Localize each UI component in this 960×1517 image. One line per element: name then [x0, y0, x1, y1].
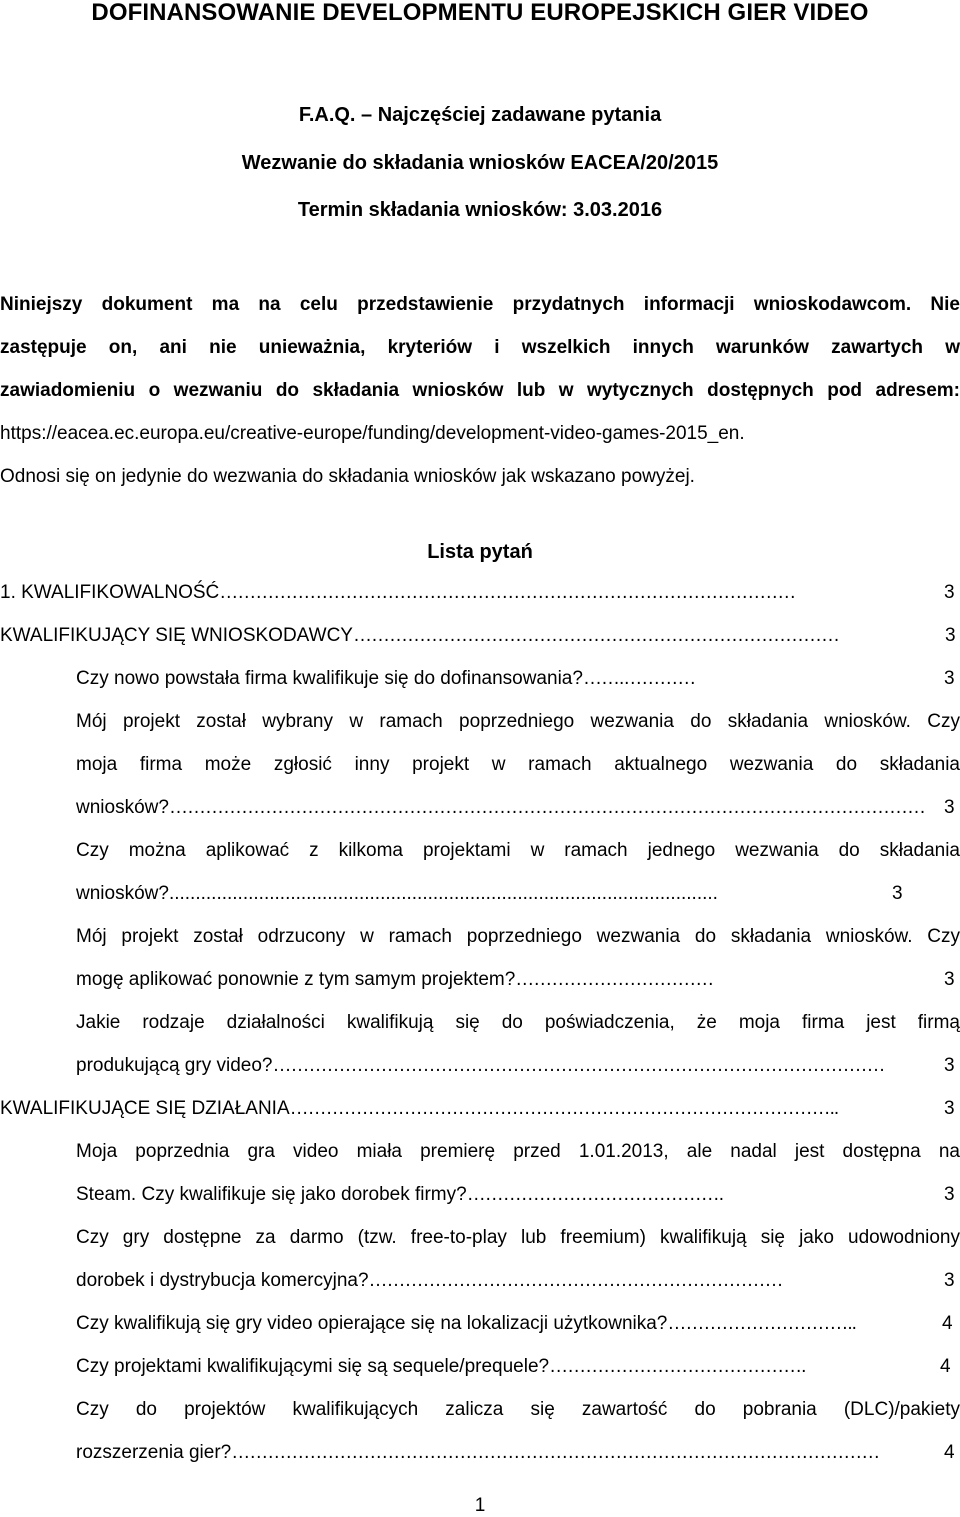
toc-entry-text: Mój projekt został odrzucony w ramach poprzedniego wezwania do składania wniosków. Czy	[76, 926, 960, 947]
toc-entry-activity-types-line1[interactable]	[0, 1001, 960, 1044]
toc-page-number: 3	[892, 883, 903, 904]
toc-entry-activity-types-line2[interactable]	[0, 1044, 960, 1087]
toc-entry-text: KWALIFIKUJĄCE SIĘ DZIAŁANIA………………………………………………………………………………..	[0, 1098, 839, 1119]
intro-line-2: zastępuje on, ani nie unieważnia, kryteriów i wszelkich innych warunków zawartych w	[0, 337, 960, 358]
toc-page-number: 3	[945, 625, 956, 646]
toc-entry-steam-game-line1[interactable]	[0, 1130, 960, 1173]
toc-entry-text: Czy kwalifikują się gry video opierające się na lokalizacji użytkownika?…………………………..	[76, 1313, 856, 1334]
toc-entry-selected-project-line1[interactable]	[0, 700, 960, 743]
toc-entry-text: dorobek i dystrybucja komercyjna?……………………………………………………………	[76, 1270, 783, 1291]
toc-entry-text: moja firma może zgłosić inny projekt w ramach aktualnego wezwania do składania	[76, 754, 960, 775]
intro-url: https://eacea.ec.europa.eu/creative-europe/funding/development-video-games-2015_en.	[0, 423, 745, 444]
toc-entry-text: KWALIFIKUJĄCY SIĘ WNIOSKODAWCY………………………………………………………………………	[0, 625, 839, 646]
toc-entry-text: Steam. Czy kwalifikuje się jako dorobek firmy?…………………………………….	[76, 1184, 723, 1205]
intro-line-3: zawiadomieniu o wezwaniu do składania wniosków lub w wytycznych dostępnych pod adresem:	[0, 380, 960, 401]
toc-entry-text: produkującą gry video?…………………………………………………………………………………………	[76, 1055, 885, 1076]
toc-entry-steam-game-line2[interactable]	[0, 1173, 960, 1216]
intro-line-1: Niniejszy dokument ma na celu przedstawienie przydatnych informacji wnioskodawcom. Nie	[0, 294, 960, 315]
toc-entry-rejected-project-line2[interactable]	[0, 958, 960, 1001]
toc-page-number: 3	[944, 969, 955, 990]
toc-entry-text: Jakie rodzaje działalności kwalifikują się do poświadczenia, że moja firma jest firmą	[76, 1012, 960, 1033]
toc-entry-sequels[interactable]	[0, 1345, 960, 1388]
toc-page-number: 3	[944, 797, 955, 818]
toc-page-number: 4	[942, 1313, 953, 1334]
toc-entry-text: 1. KWALIFIKOWALNOŚĆ……………………………………………………………………………………	[0, 582, 796, 603]
toc-entry-eligible-actions[interactable]	[0, 1087, 960, 1130]
toc-page-number: 3	[944, 1184, 955, 1205]
toc-entry-selected-project-line2[interactable]	[0, 743, 960, 786]
toc-page-number: 3	[944, 1270, 955, 1291]
toc-entry-text: mogę aplikować ponownie z tym samym projektem?……………………………	[76, 969, 714, 990]
toc-entry-rejected-project-line1[interactable]	[0, 915, 960, 958]
toc-entry-multiple-projects-line2[interactable]	[0, 872, 960, 915]
page-number: 1	[474, 1495, 486, 1516]
toc-entry-text: Czy gry dostępne za darmo (tzw. free-to-play lub freemium) kwalifikują się jako udowodniony	[76, 1227, 960, 1248]
toc-page-number: 4	[944, 1442, 955, 1463]
toc-page-number: 3	[944, 668, 955, 689]
list-title: Lista pytań	[427, 541, 533, 563]
toc-entry-new-company[interactable]	[0, 657, 960, 700]
toc-entry-text: Czy nowo powstała firma kwalifikuje się do dofinansowania?…….…………	[76, 668, 696, 689]
toc-entry-free-to-play-line1[interactable]	[0, 1216, 960, 1259]
toc-entry-text: Czy można aplikować z kilkoma projektami w ramach jednego wezwania do składania	[76, 840, 960, 861]
toc-page-number: 3	[944, 1055, 955, 1076]
toc-entry-text: rozszerzenia gier?………………………………………………………………………………………………	[76, 1442, 880, 1463]
toc-entry-text: Czy do projektów kwalifikujących zalicza się zawartość do pobrania (DLC)/pakiety	[76, 1399, 960, 1420]
toc-page-number: 3	[944, 1098, 955, 1119]
toc-entry-eligible-applicants[interactable]	[0, 614, 960, 657]
intro-line-5: Odnosi się on jedynie do wezwania do składania wniosków jak wskazano powyżej.	[0, 466, 695, 487]
toc-entry-selected-project-line3[interactable]	[0, 786, 960, 829]
toc-entry-text: wniosków?………………………………………………………………………………………………………………	[76, 797, 925, 818]
toc-page-number: 3	[944, 582, 955, 603]
subtitle-deadline: Termin składania wniosków: 3.03.2016	[297, 199, 663, 221]
subtitle-faq: F.A.Q. – Najczęściej zadawane pytania	[298, 104, 662, 126]
toc-page-number: 4	[940, 1356, 951, 1377]
toc-entry-location-games[interactable]	[0, 1302, 960, 1345]
toc-entry-text: Moja poprzednia gra video miała premierę przed 1.01.2013, ale nadal jest dostępna na	[76, 1141, 960, 1162]
toc-entry-text: Czy projektami kwalifikującymi się są sequele/prequele?…………………………………….	[76, 1356, 806, 1377]
subtitle-call: Wezwanie do składania wniosków EACEA/20/2015	[241, 152, 719, 174]
table-of-contents	[0, 571, 960, 1474]
toc-entry-text: wniosków?........................................................................................................	[76, 883, 718, 904]
toc-entry-dlc-line1[interactable]	[0, 1388, 960, 1431]
intro-paragraph	[0, 283, 960, 498]
toc-entry-eligibility[interactable]	[0, 571, 960, 614]
document-title: DOFINANSOWANIE DEVELOPMENTU EUROPEJSKICH GIER VIDEO	[91, 0, 869, 26]
toc-entry-multiple-projects-line1[interactable]	[0, 829, 960, 872]
toc-entry-free-to-play-line2[interactable]	[0, 1259, 960, 1302]
toc-entry-text: Mój projekt został wybrany w ramach poprzedniego wezwania do składania wniosków. Czy	[76, 711, 960, 732]
toc-entry-dlc-line2[interactable]	[0, 1431, 960, 1474]
